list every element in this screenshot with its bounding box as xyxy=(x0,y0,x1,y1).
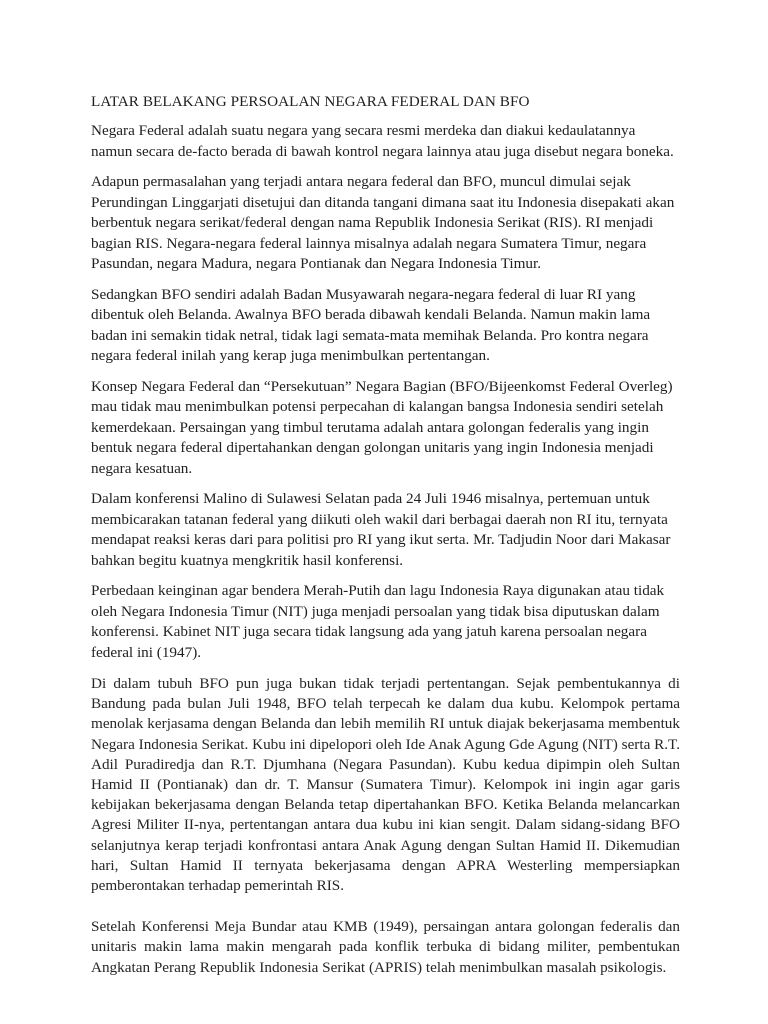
paragraph-bfo-definition: Sedangkan BFO sendiri adalah Badan Musyawarah negara-negara federal di luar RI yang dibentuk oleh Belanda. Awalnya BFO berada dibawah kendali Belanda. Namun makin lama badan ini semakin tidak netral, tidak lagi semata-mata memihak Belanda. Pro kontra negara negara federal inilah yang kerap juga menimbulkan pertentangan. xyxy=(91,285,651,364)
paragraph-konferensi-malino: Dalam konferensi Malino di Sulawesi Selatan pada 24 Juli 1946 misalnya, pertemuan untuk membicarakan tatanan federal yang diikuti oleh wakil dari berbagai daerah non RI itu, ternyata mendapat reaksi keras dari para politisi pro RI yang ikut serta. Mr. Tadjudin Noor dari Makasar bahkan begitu kuatnya mengkritik hasil konferensi. xyxy=(91,490,671,569)
document-page xyxy=(91,92,680,999)
paragraph-tubuh-bfo: Di dalam tubuh BFO pun juga bukan tidak terjadi pertentangan. Sejak pembentukannya di Bandung pada bulan Juli 1948, BFO telah terpecah ke dalam dua kubu. Kelompok pertama menolak kerjasama dengan Belanda dan lebih memilih RI untuk diajak bekerjasama membentuk Negara Indonesia Serikat. Kubu ini dipelopori oleh Ide Anak Agung Gde Agung (NIT) serta R.T. Adil Puradiredja dan R.T. Djumhana (Negara Pasundan). Kubu kedua dipimpin oleh Sultan Hamid II (Pontianak) dan dr. T. Mansur (Sumatera Timur). Kelompok ini ingin agar garis kebijakan bekerjasama dengan Belanda tetap dipertahankan BFO. Ketika Belanda melancarkan Agresi Militer II-nya, pertentangan antara dua kubu ini kian sengit. Dalam sidang-sidang BFO selanjutnya kerap terjadi konfrontasi antara Anak Agung dengan Sultan Hamid II. Dikemudian hari, Sultan Hamid II ternyata bekerjasama dengan APRA Westerling mempersiapkan pemberontakan terhadap pemerintah RIS. xyxy=(91,675,680,895)
document-title: LATAR BELAKANG PERSOALAN NEGARA FEDERAL DAN BFO xyxy=(91,93,530,110)
paragraph-linggarjati: Adapun permasalahan yang terjadi antara negara federal dan BFO, muncul dimulai sejak Perundingan Linggarjati disetujui dan ditanda tangani dimana saat itu Indonesia disepakati akan berbentuk negara serikat/federal dengan nama Republik Indonesia Serikat (RIS). RI menjadi bagian RIS. Negara-negara federal lainnya misalnya adalah negara Sumatera Timur, negara Pasundan, negara Madura, negara Pontianak dan Negara Indonesia Timur. xyxy=(91,173,675,272)
paragraph-bendera-nit: Perbedaan keinginan agar bendera Merah-Putih dan lagu Indonesia Raya digunakan atau tidak oleh Negara Indonesia Timur (NIT) juga menjadi persoalan yang tidak bisa diputuskan dalam konferensi. Kabinet NIT juga secara tidak langsung ada yang jatuh karena persoalan negara federal ini (1947). xyxy=(91,582,665,661)
paragraph-negara-federal: Negara Federal adalah suatu negara yang secara resmi merdeka dan diakui kedaulatannya namun secara de-facto berada di bawah kontrol negara lainnya atau juga disebut negara boneka. xyxy=(91,122,674,160)
paragraph-kmb: Setelah Konferensi Meja Bundar atau KMB (1949), persaingan antara golongan federalis dan unitaris makin lama makin mengarah pada konflik terbuka di bidang militer, pembentukan Angkatan Perang Republik Indonesia Serikat (APRIS) telah menimbulkan masalah psikologis. xyxy=(91,918,680,976)
paragraph-konsep-federal: Konsep Negara Federal dan “Persekutuan” Negara Bagian (BFO/Bijeenkomst Federal Overleg) mau tidak mau menimbulkan potensi perpecahan di kalangan bangsa Indonesia sendiri setelah kemerdekaan. Persaingan yang timbul terutama adalah antara golongan federalis yang ingin bentuk negara federal dipertahankan dengan golongan unitaris yang ingin Indonesia menjadi negara kesatuan. xyxy=(91,377,673,477)
